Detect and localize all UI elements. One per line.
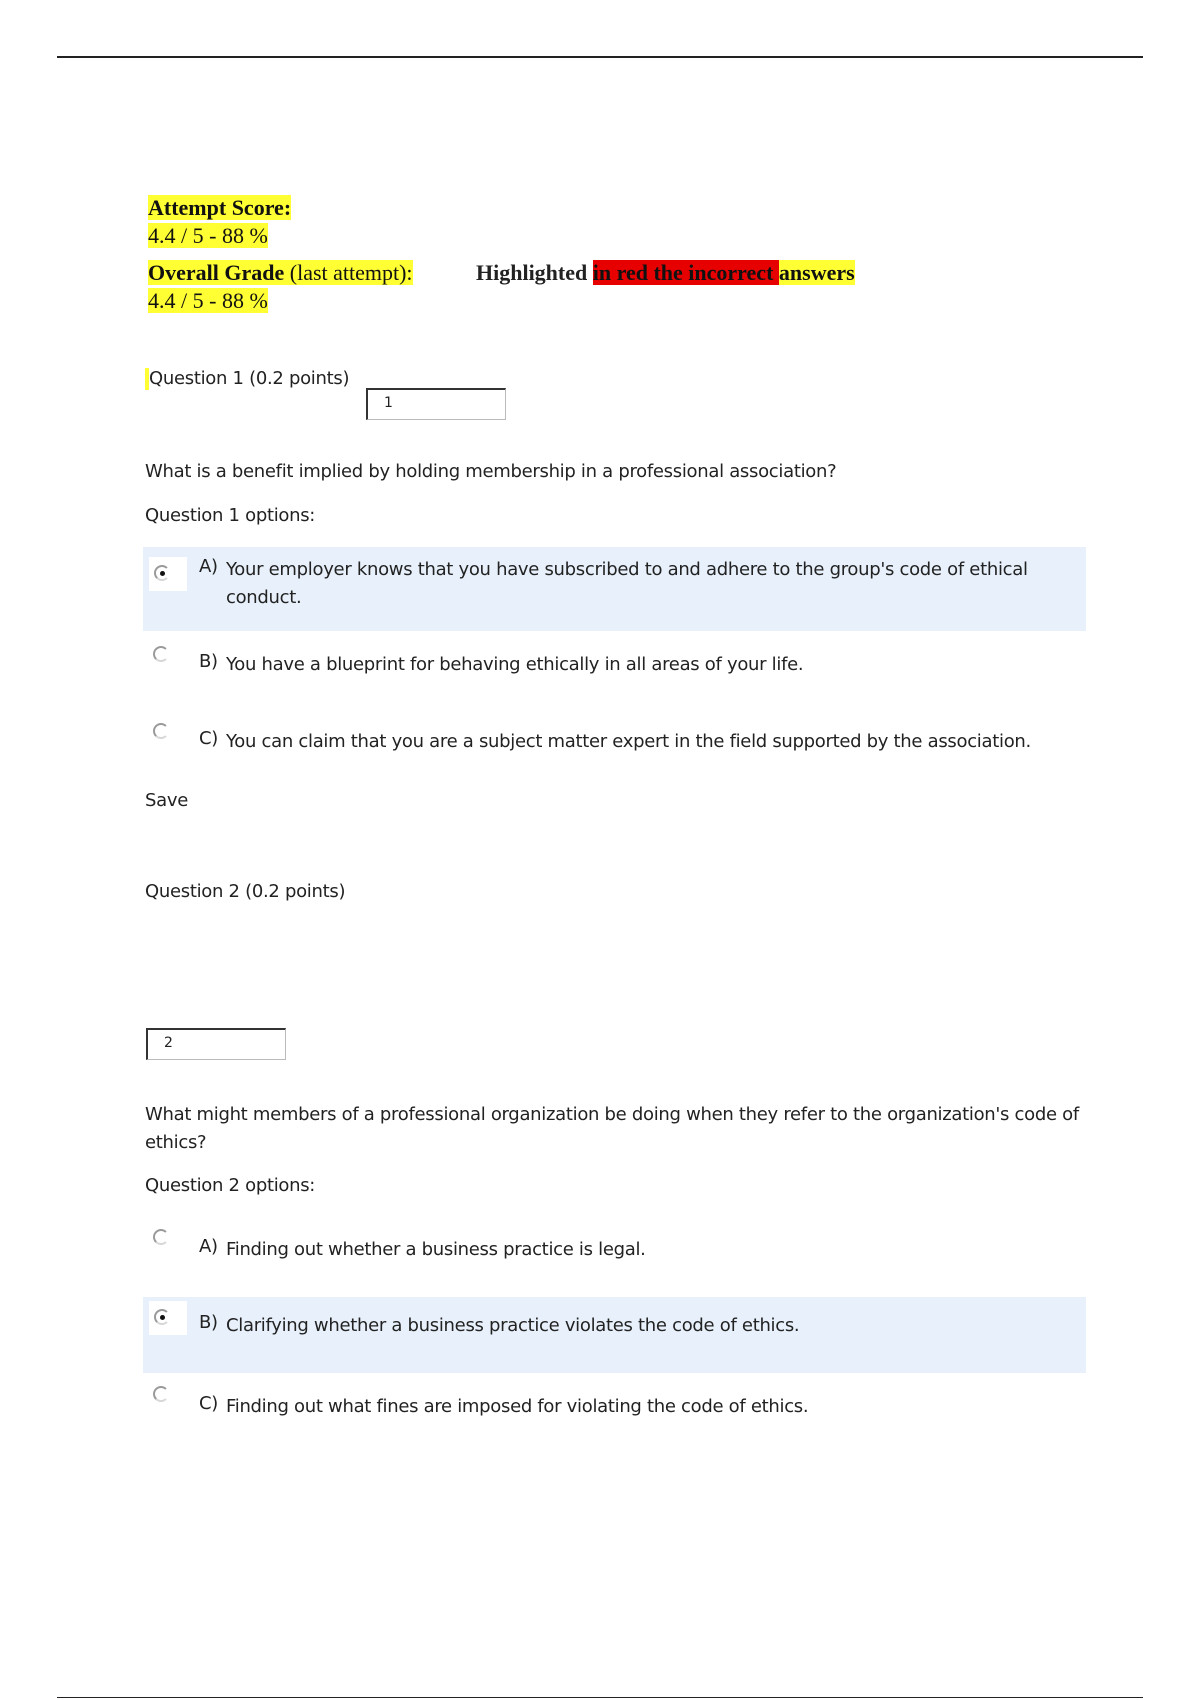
highlight-note <box>476 260 855 286</box>
option-text: Finding out what fines are imposed for violating the code of ethics. <box>226 1396 809 1417</box>
question-2-option-b[interactable] <box>143 1297 1086 1373</box>
question-1-option-a[interactable] <box>143 547 1086 631</box>
overall-grade-value <box>148 288 268 314</box>
option-text: Clarifying whether a business practice violates the code of ethics. <box>226 1315 800 1336</box>
attempt-score-label <box>148 195 291 221</box>
question-1-number-box: 1 <box>366 388 506 420</box>
question-2-option-a[interactable] <box>143 1225 1086 1275</box>
overall-grade-suffix: (last attempt): <box>284 260 413 285</box>
question-2-option-c[interactable] <box>143 1382 1086 1432</box>
option-letter: C) <box>199 728 218 749</box>
option-letter: A) <box>199 556 218 577</box>
question-2-prompt: What might members of a professional organization be doing when they refer to the organization's code of ethics? <box>145 1104 1079 1153</box>
page-top-rule <box>57 56 1143 58</box>
highlight-note-prefix: Highlighted <box>476 260 593 285</box>
option-text: You can claim that you are a subject matter expert in the field supported by the association. <box>226 731 1031 752</box>
question-1-options-label: Question 1 options: <box>145 505 316 526</box>
question-1-title-text: Question 1 (0.2 points) <box>149 368 350 389</box>
radio-icon[interactable] <box>153 646 169 662</box>
attempt-score-value-text: 4.4 / 5 - 88 % <box>148 223 268 248</box>
page-bottom-rule <box>57 1697 1143 1698</box>
radio-icon[interactable] <box>153 1386 169 1402</box>
question-1-title <box>145 368 349 390</box>
save-button[interactable]: Save <box>145 790 188 811</box>
option-letter: C) <box>199 1393 218 1414</box>
overall-grade-label: Overall Grade <box>148 260 285 285</box>
question-2-title: Question 2 (0.2 points) <box>145 881 346 902</box>
option-text: You have a blueprint for behaving ethically in all areas of your life. <box>226 654 804 675</box>
option-text: Your employer knows that you have subscribed to and adhere to the group's code of ethical conduct. <box>226 559 1028 608</box>
radio-icon[interactable] <box>153 1229 169 1245</box>
attempt-score-label-text: Attempt Score: <box>148 195 292 220</box>
question-2-number-box: 2 <box>146 1028 286 1060</box>
question-1-option-c[interactable] <box>143 717 1086 767</box>
radio-selected-icon[interactable] <box>154 565 170 581</box>
radio-icon[interactable] <box>153 723 169 739</box>
overall-grade-line <box>148 260 413 286</box>
highlight-note-red: in red the incorrect <box>592 260 779 285</box>
option-letter: B) <box>199 651 218 672</box>
question-1-option-b[interactable] <box>143 640 1086 690</box>
attempt-score-value <box>148 223 268 249</box>
option-text: Finding out whether a business practice is legal. <box>226 1239 646 1260</box>
question-2-options-label: Question 2 options: <box>145 1175 316 1196</box>
radio-selected-icon[interactable] <box>154 1309 170 1325</box>
highlight-note-suffix: answers <box>778 260 855 285</box>
option-letter: B) <box>199 1312 218 1333</box>
question-1-prompt: What is a benefit implied by holding membership in a professional association? <box>145 461 837 482</box>
option-letter: A) <box>199 1236 218 1257</box>
overall-grade-value-text: 4.4 / 5 - 88 % <box>148 288 268 313</box>
